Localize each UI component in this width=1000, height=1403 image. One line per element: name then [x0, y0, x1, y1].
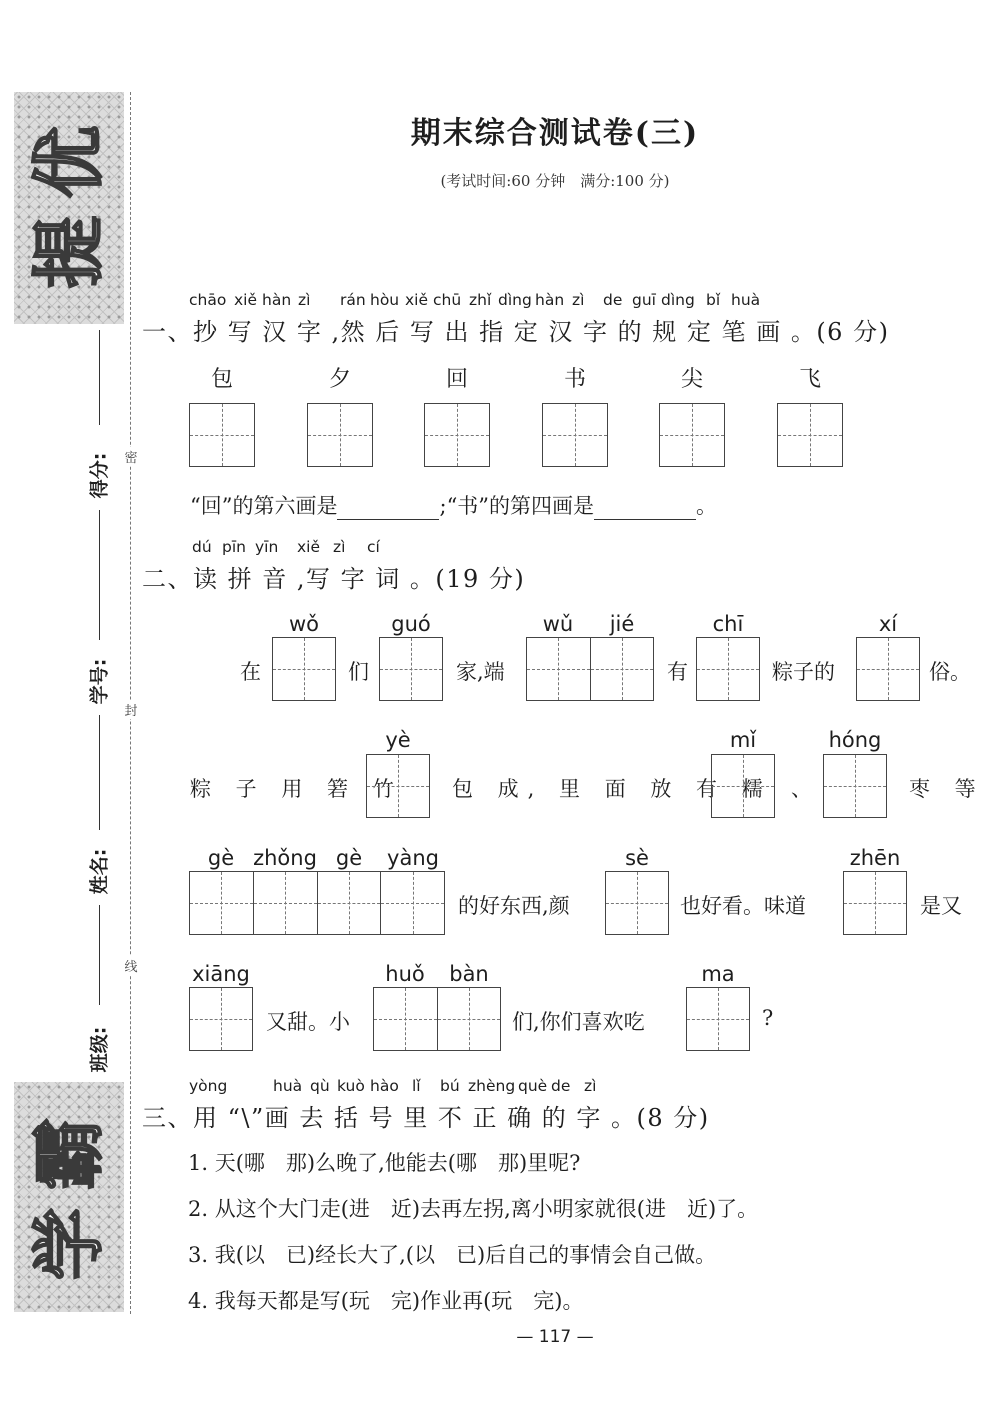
logo-char: 霸: [27, 1118, 111, 1191]
pinyin: kuò: [337, 1077, 365, 1095]
pinyin: dú: [192, 538, 212, 556]
cut-mark: 密: [122, 447, 140, 466]
writing-box[interactable]: [373, 987, 501, 1051]
stroke-question: [190, 490, 717, 520]
pinyin: xiě: [234, 291, 258, 309]
pinyin-prompt: sè: [625, 846, 649, 870]
pinyin: hào: [370, 1077, 399, 1095]
pinyin: zhǐ: [469, 291, 492, 309]
writing-box[interactable]: [526, 637, 654, 701]
writing-box[interactable]: [189, 871, 445, 935]
pinyin-prompt: bàn: [449, 962, 489, 986]
logo-char: 学: [27, 1208, 111, 1281]
pinyin: rán: [340, 291, 366, 309]
pinyin: dìng: [498, 291, 532, 309]
name-label: 姓名:: [88, 848, 111, 895]
pinyin: què: [518, 1077, 548, 1095]
sentence-text: 俗。: [929, 660, 971, 684]
sentence-text: 、: [791, 777, 812, 801]
pinyin-prompt: zhēn: [849, 846, 901, 870]
pinyin: guī: [632, 291, 656, 309]
pinyin: pīn: [222, 538, 246, 556]
char-label: 夕: [328, 367, 351, 392]
pinyin: de: [551, 1077, 571, 1095]
student-id-line: [99, 510, 100, 640]
pinyin: huà: [731, 291, 761, 309]
question-item: 4. 我每天都是写(玩 完)作业再(玩 完)。: [188, 1289, 584, 1313]
pinyin-prompt: wǒ: [288, 612, 320, 636]
writing-box[interactable]: [366, 754, 430, 818]
pinyin-prompt: mǐ: [729, 728, 757, 752]
sentence-text: 粽 子 用 箬 竹: [190, 777, 403, 801]
question-item: 3. 我(以 已)经长大了,(以 已)后自己的事情会自己做。: [188, 1243, 717, 1267]
pinyin: chū: [433, 291, 462, 309]
answer-blank[interactable]: [594, 495, 696, 520]
writing-box[interactable]: [189, 987, 253, 1051]
sentence-text: 包 成, 里 面 放 有 糯: [452, 777, 772, 801]
pinyin: hàn: [262, 291, 292, 309]
question-text: “书”的第四画是: [446, 494, 595, 518]
writing-box[interactable]: [686, 987, 750, 1051]
writing-box[interactable]: [823, 754, 887, 818]
pinyin: hòu: [370, 291, 400, 309]
pinyin: de: [603, 291, 623, 309]
writing-box[interactable]: [605, 871, 669, 935]
pinyin: zì: [298, 291, 311, 309]
pinyin: dìng: [661, 291, 695, 309]
answer-blank[interactable]: [337, 495, 439, 520]
pinyin-prompt: yè: [385, 728, 411, 752]
question-item: 1. 天(哪 那)么晚了,他能去(哪 那)里呢?: [188, 1151, 581, 1175]
cut-mark: 封: [122, 700, 140, 719]
sentence-text: 们,你们喜欢吃: [512, 1010, 645, 1034]
pinyin: qù: [310, 1077, 330, 1095]
pinyin: lǐ: [412, 1077, 421, 1095]
writing-box[interactable]: [843, 871, 907, 935]
pinyin-prompt: ma: [701, 962, 735, 986]
pinyin-prompt: guó: [391, 612, 431, 636]
pinyin-prompt: jié: [609, 612, 635, 636]
exam-info: (考试时间:60 分钟 满分:100 分): [440, 172, 670, 190]
pinyin-prompt: gè: [207, 846, 235, 870]
pinyin-prompt: xiāng: [192, 962, 250, 986]
class-line: [99, 905, 100, 1005]
score-line: [99, 330, 100, 425]
bottom-logo-badge: [14, 1082, 124, 1312]
pinyin-prompt: gè: [335, 846, 363, 870]
pinyin: chāo: [189, 291, 227, 309]
writing-box[interactable]: [189, 403, 255, 467]
char-label: 包: [210, 367, 233, 392]
section-3-heading: 三、用 “\”画 去 括 号 里 不 正 确 的 字 。(8 分): [142, 1104, 710, 1132]
question-text: “回”的第六画是: [190, 494, 338, 518]
pinyin: zhèng: [468, 1077, 516, 1095]
section-2-heading: 二、读 拼 音 ,写 字 词 。(19 分): [142, 565, 526, 593]
cut-mark: 线: [122, 956, 140, 975]
writing-box[interactable]: [696, 637, 760, 701]
writing-box[interactable]: [307, 403, 373, 467]
pinyin: zì: [333, 538, 346, 556]
sentence-text: 们: [348, 660, 369, 684]
pinyin-prompt: zhǒng: [253, 846, 317, 870]
char-label: 飞: [798, 367, 821, 392]
pinyin-prompt: wǔ: [542, 612, 574, 636]
sentence-text: 是又: [920, 894, 962, 918]
sentence-text: 家,端: [456, 660, 505, 684]
pinyin: cí: [367, 538, 380, 556]
writing-box[interactable]: [542, 403, 608, 467]
pinyin-prompt: yàng: [387, 846, 439, 870]
class-label: 班级:: [88, 1026, 111, 1073]
writing-box[interactable]: [379, 637, 443, 701]
logo-char: 提: [27, 216, 111, 289]
sentence-text: 枣 等: [909, 777, 985, 801]
pinyin: bú: [440, 1077, 460, 1095]
sentence-text: 又甜。小: [266, 1010, 350, 1034]
sentence-text: ?: [762, 1006, 774, 1030]
char-label: 尖: [680, 367, 703, 392]
pinyin: zì: [584, 1077, 597, 1095]
writing-box[interactable]: [711, 754, 775, 818]
separator: ;: [439, 494, 447, 518]
char-label: 回: [445, 367, 468, 392]
score-label: 得分:: [88, 452, 111, 499]
sentence-text: 粽子的: [772, 660, 835, 684]
section-1-heading: 一、抄 写 汉 字 ,然 后 写 出 指 定 汉 字 的 规 定 笔 画 。(6 分): [142, 318, 890, 346]
sentence-text: 在: [240, 660, 261, 684]
sentence-end: 。: [696, 494, 718, 518]
writing-box[interactable]: [272, 637, 336, 701]
question-item: 2. 从这个大门走(进 近)去再左拐,离小明家就很(进 近)了。: [188, 1197, 759, 1221]
writing-box[interactable]: [777, 403, 843, 467]
student-id-label: 学号:: [88, 658, 111, 705]
pinyin: zì: [572, 291, 585, 309]
sentence-text: 也好看。味道: [680, 894, 806, 918]
sentence-text: 的好东西,颜: [458, 894, 570, 918]
writing-box[interactable]: [856, 637, 920, 701]
pinyin: yīn: [255, 538, 279, 556]
pinyin: xiě: [297, 538, 321, 556]
pinyin: huà: [273, 1077, 303, 1095]
logo-char: 优: [27, 126, 111, 199]
pinyin: bǐ: [706, 291, 721, 309]
pinyin-prompt: huǒ: [385, 962, 425, 986]
page-number: — 117 —: [516, 1327, 594, 1347]
pinyin-prompt: xí: [878, 612, 898, 636]
pinyin-prompt: chī: [712, 612, 744, 636]
writing-box[interactable]: [424, 403, 490, 467]
name-line: [99, 715, 100, 830]
pinyin: yòng: [189, 1077, 228, 1095]
writing-box[interactable]: [659, 403, 725, 467]
page-title: 期末综合测试卷(三): [410, 116, 700, 151]
pinyin: xiě: [405, 291, 429, 309]
pinyin: hàn: [535, 291, 565, 309]
pinyin-prompt: hóng: [828, 728, 882, 752]
char-label: 书: [563, 367, 586, 392]
sentence-text: 有: [667, 660, 688, 684]
